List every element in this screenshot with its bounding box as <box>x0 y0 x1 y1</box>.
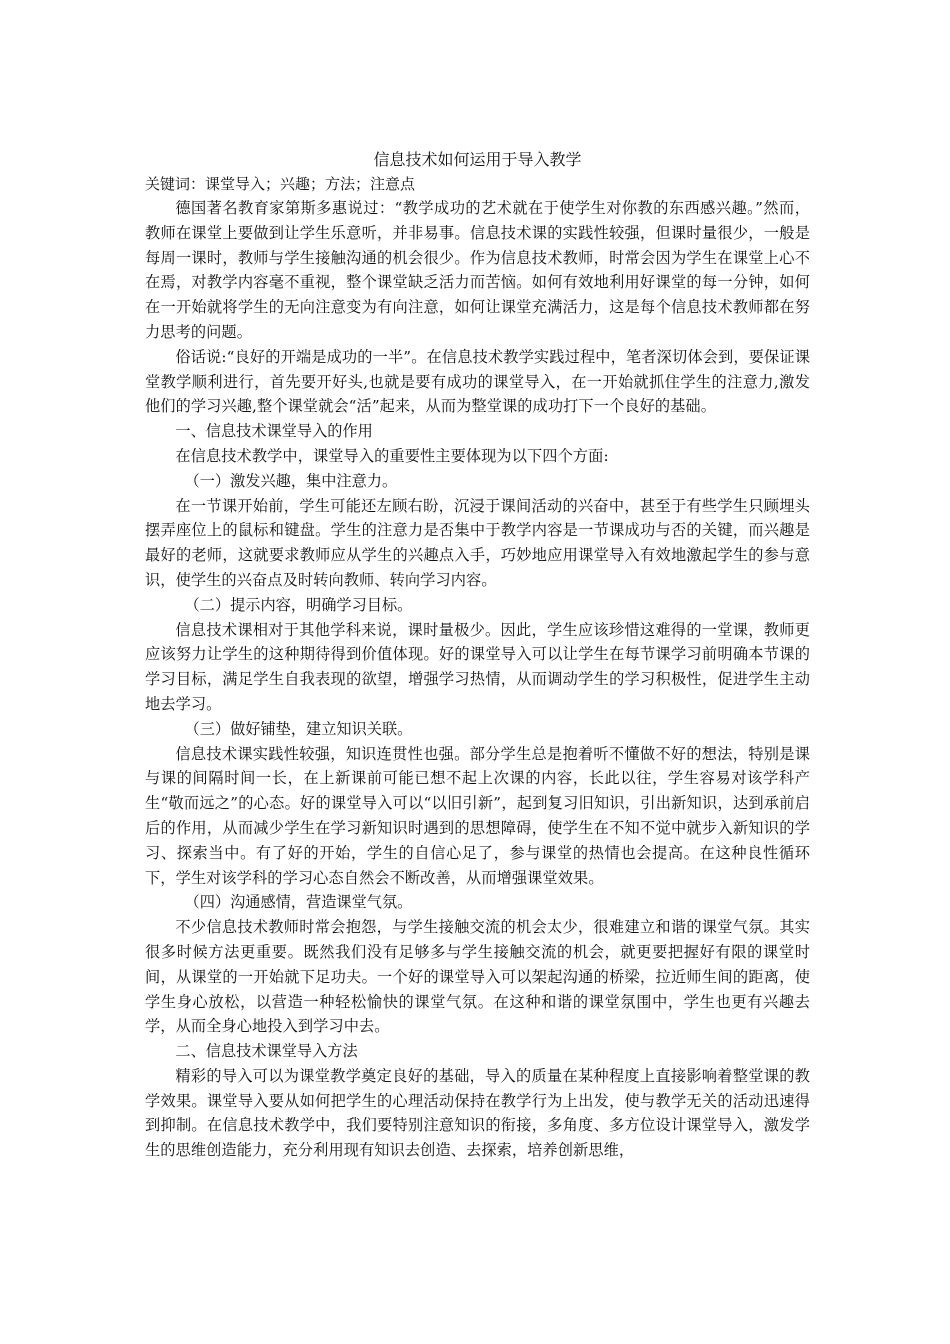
intro-paragraph-1: 德国著名教育家第斯多惠说过：“教学成功的艺术就在于使学生对你教的东西感兴趣。”然而，教师在课堂上要做到让学生乐意听，并非易事。信息技术课的实践性较强，但课时量很少，一般是每周一课时，教师与学生接触沟通的机会很少。作为信息技术教师，时常会因为学生在课堂上心不在焉，对教学内容毫不重视，整个课堂缺乏活力而苦恼。如何有效地利用好课堂的每一分钟，如何在一开始就将学生的无向注意变为有向注意，如何让课堂充满活力，这是每个信息技术教师都在努力思考的问题。 <box>145 199 810 341</box>
document-title: 信息技术如何运用于导入教学 <box>373 150 582 169</box>
section-1-lead: 在信息技术教学中，课堂导入的重要性主要体现为以下四个方面: <box>175 446 609 465</box>
document-page <box>145 148 810 1163</box>
subsection-2-text: 信息技术课相对于其他学科来说，课时量极少。因此，学生应该珍惜这难得的一堂课，教师更应该努力让学生的这种期待得到价值体现。好的课堂导入可以让学生在每节课学习前明确本节课的学习目标，满足学生自我表现的欲望，增强学习热情，从而调动学生的学习积极性，促进学生主动地去学习。 <box>145 620 810 713</box>
subsection-2-heading: （二）提示内容，明确学习目标。 <box>184 595 413 614</box>
section-2-heading: 二、信息技术课堂导入方法 <box>175 1042 358 1061</box>
subsection-4-heading: （四）沟通感情，营造课堂气氛。 <box>184 893 413 912</box>
subsection-3-heading: （三）做好铺垫，建立知识关联。 <box>184 719 413 738</box>
subsection-1-heading: （一）激发兴趣，集中注意力。 <box>184 471 398 490</box>
section-2-text: 精彩的导入可以为课堂教学奠定良好的基础，导入的质量在某种程度上直接影响着整堂课的教学效果。课堂导入要从如何把学生的心理活动保持在教学行为上出发，使与教学无关的活动迅速得到抑制。在信息技术教学中，我们要特别注意知识的衔接，多角度、多方位设计课堂导入，激发学生的思维创造能力，充分利用现有知识去创造、去探索，培养创新思维， <box>145 1066 810 1160</box>
keywords-line: 关键词：课堂导入；兴趣；方法；注意点 <box>145 175 416 193</box>
section-1-heading: 一、信息技术课堂导入的作用 <box>175 422 373 441</box>
intro-paragraph-2: 俗话说:“良好的开端是成功的一半”。在信息技术教学实践过程中，笔者深切体会到，要保证课堂教学顺利进行，首先要开好头,也就是要有成功的课堂导入，在一开始就抓住学生的注意力,激发他们的学习兴趣,整个课堂就会“活”起来，从而为整堂课的成功打下一个良好的基础。 <box>145 347 810 416</box>
subsection-1-text: 在一节课开始前，学生可能还左顾右盼，沉浸于课间活动的兴奋中，甚至于有些学生只顾埋头摆弄座位上的鼠标和键盘。学生的注意力是否集中于教学内容是一节课成功与否的关键，而兴趣是最好的老师，这就要求教师应从学生的兴趣点入手，巧妙地应用课堂导入有效地激起学生的参与意识，使学生的兴奋点及时转向教师、转向学习内容。 <box>145 496 810 589</box>
subsection-3-text: 信息技术课实践性较强，知识连贯性也强。部分学生总是抱着听不懂做不好的想法，特别是课与课的间隔时间一长，在上新课前可能已想不起上次课的内容，长此以往，学生容易对该学科产生“敬而远之”的心态。好的课堂导入可以“以旧引新”，起到复习旧知识，引出新知识，达到承前启后的作用，从而减少学生在学习新知识时遇到的思想障碍，使学生在不知不觉中就步入新知识的学习、探索当中。有了好的开始，学生的自信心足了，参与课堂的热情也会提高。在这种良性循环下，学生对该学科的学习心态自然会不断改善，从而增强课堂效果。 <box>145 744 810 887</box>
subsection-4-text: 不少信息技术教师时常会抱怨，与学生接触交流的机会太少，很难建立和谐的课堂气氛。其实很多时候方法更重要。既然我们没有足够多与学生接触交流的机会，就更要把握好有限的课堂时间，从课堂的一开始就下足功夫。一个好的课堂导入可以架起沟通的桥梁，拉近师生间的距离，使学生身心放松，以营造一种轻松愉快的课堂气氛。在这种和谐的课堂氛围中，学生也更有兴趣去学，从而全身心地投入到学习中去。 <box>145 918 810 1036</box>
